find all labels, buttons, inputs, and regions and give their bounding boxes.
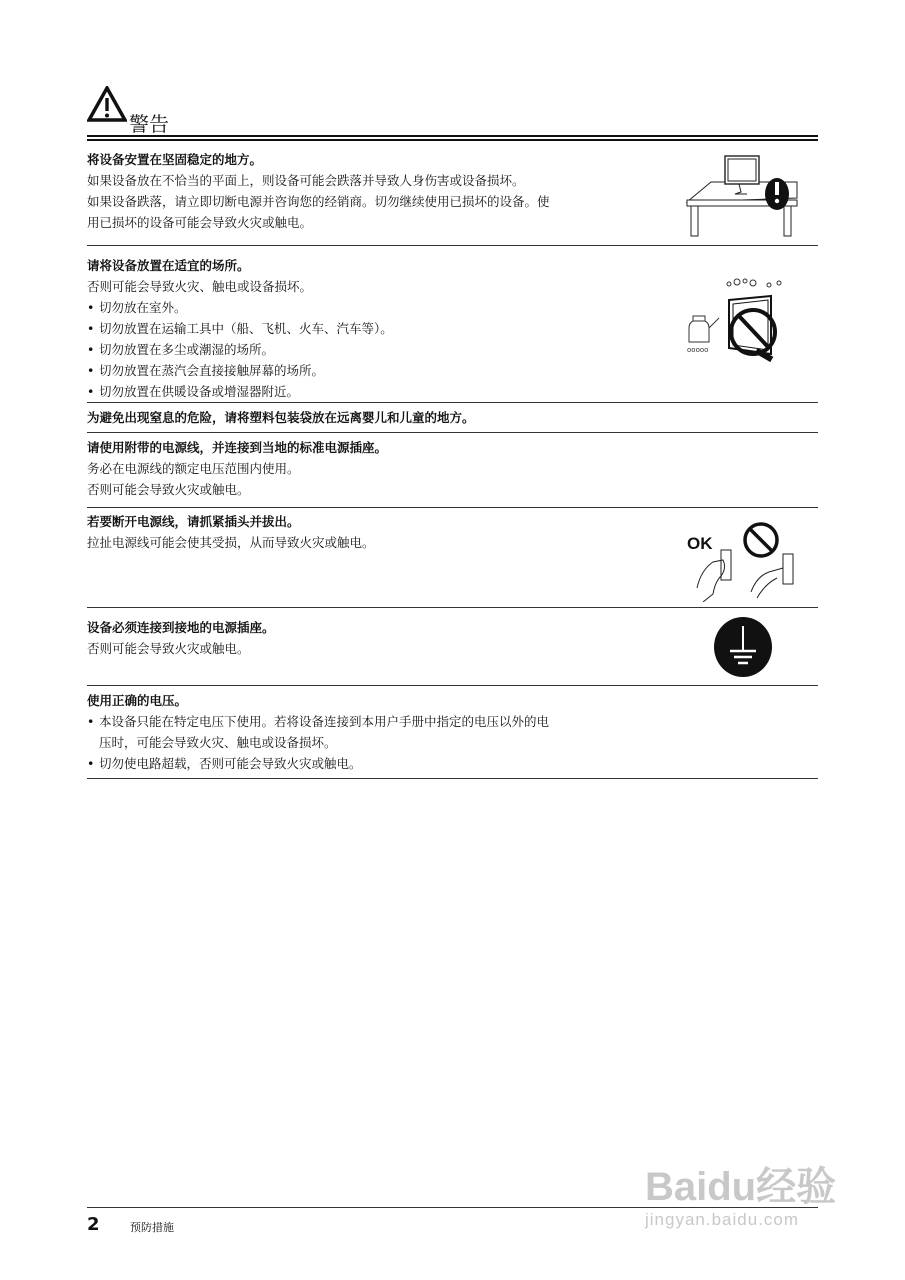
warning-item-power-cord — [87, 433, 818, 508]
bullet-item: • 切勿使电路超载，否则可能会导致火灾或触电。 — [87, 753, 818, 774]
warning-item-plastic-bag — [87, 403, 818, 433]
warning-heading: 为避免出现窒息的危险，请将塑料包装袋放在远离婴儿和儿童的地方。 — [87, 410, 475, 425]
warning-triangle-icon — [87, 86, 127, 122]
monitor-on-table-illustration — [685, 154, 801, 238]
warning-text: 拉扯电源线可能会使其受损，从而导致火灾或触电。 — [87, 535, 375, 550]
page-number: 2 — [87, 1214, 100, 1235]
warning-heading: 若要断开电源线，请抓紧插头并拔出。 — [87, 514, 300, 529]
watermark — [645, 1165, 836, 1231]
unplug-correctly-illustration — [687, 518, 807, 602]
warning-heading: 将设备安置在坚固稳定的地方。 — [87, 152, 263, 167]
bullet-item: • 切勿放置在蒸汽会直接接触屏幕的场所。 — [87, 360, 818, 381]
bullet-item: • 本设备只能在特定电压下使用。若将设备连接到本用户手册中指定的电压以外的电 — [87, 711, 818, 732]
bullet-item: • 切勿放置在多尘或潮湿的场所。 — [87, 339, 818, 360]
warning-item-stable-surface — [87, 140, 818, 246]
warning-header — [87, 86, 818, 140]
warning-list — [87, 140, 818, 779]
warning-text: 否则可能会导致火灾或触电。 — [87, 482, 250, 497]
svg-text:ooooo: ooooo — [687, 346, 709, 354]
ok-label: OK — [687, 534, 713, 553]
warning-item-grounding — [87, 608, 818, 686]
warning-text: 否则可能会导致火灾、触电或设备损坏。 — [87, 279, 313, 294]
warning-item-unplug — [87, 508, 818, 608]
warning-text: 如果设备跌落，请立即切断电源并咨询您的经销商。切勿继续使用已损坏的设备。使 — [87, 194, 550, 209]
warning-item-location — [87, 246, 818, 403]
footer-section-label: 预防措施 — [130, 1221, 174, 1234]
bullet-item: • 切勿放置在供暖设备或增湿器附近。 — [87, 381, 818, 402]
watermark-brand: Baidu经验 — [645, 1165, 837, 1209]
warning-text: 否则可能会导致火灾或触电。 — [87, 641, 250, 656]
warning-heading: 请将设备放置在适宜的场所。 — [87, 258, 250, 273]
bullet-item: • 切勿放置在运输工具中（船、飞机、火车、汽车等）。 — [87, 318, 818, 339]
warning-text: 务必在电源线的额定电压范围内使用。 — [87, 461, 300, 476]
warning-heading: 设备必须连接到接地的电源插座。 — [87, 620, 275, 635]
page-title: 警告 — [129, 112, 169, 136]
warning-item-voltage — [87, 686, 818, 779]
warning-heading: 使用正确的电压。 — [87, 693, 188, 708]
bullet-item: • 切勿放在室外。 — [87, 297, 818, 318]
warning-heading: 请使用附带的电源线，并连接到当地的标准电源插座。 — [87, 440, 388, 455]
watermark-url: jingyan.baidu.com — [645, 1210, 800, 1229]
warning-text: 用已损坏的设备可能会导致火灾或触电。 — [87, 215, 313, 230]
no-steam-illustration — [685, 276, 805, 372]
warning-text: 如果设备放在不恰当的平面上，则设备可能会跌落并导致人身伤害或设备损坏。 — [87, 173, 525, 188]
ground-symbol-icon — [713, 616, 773, 678]
bullet-continuation: 压时，可能会导致火灾、触电或设备损坏。 — [99, 735, 337, 750]
footer-rule — [87, 1207, 818, 1208]
